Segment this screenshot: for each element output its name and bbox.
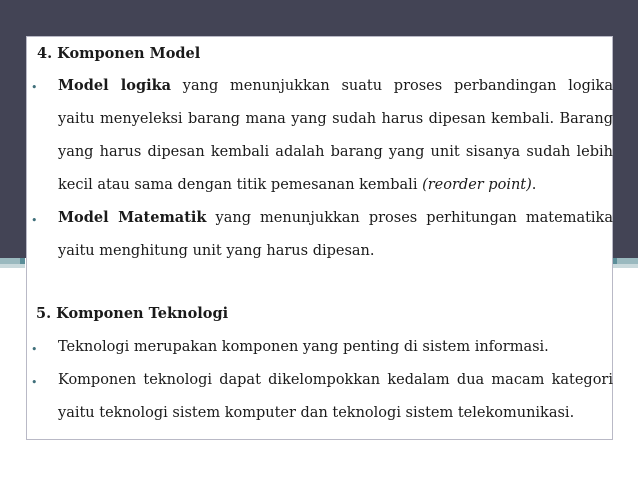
bullet-icon: • bbox=[31, 81, 38, 94]
model-matematik-line-2: yaitu menghitung unit yang harus dipesan. bbox=[58, 243, 375, 259]
reorder-point-term: (reorder point) bbox=[422, 177, 532, 193]
model-matematik-line-1: Model Matematik yang menunjukkan proses perhitungan matematika bbox=[58, 209, 613, 226]
model-logika-line-1: Model logika yang menunjukkan suatu proses perbandingan logika bbox=[58, 77, 613, 94]
bullet-icon: • bbox=[31, 376, 38, 389]
section-5-heading: 5. Komponen Teknologi bbox=[36, 305, 229, 322]
accent-stripe-right-light bbox=[612, 264, 638, 268]
model-matematik-term: Model Matematik bbox=[58, 209, 207, 226]
teknologi-line-1: Teknologi merupakan komponen yang penting di sistem informasi. bbox=[58, 339, 549, 355]
model-logika-line-4: kecil atau sama dengan titik pemesanan kembali (reorder point). bbox=[58, 177, 537, 193]
komponen-teknologi-line-1: Komponen teknologi dapat dikelompokkan kedalam dua macam kategori bbox=[58, 372, 613, 388]
model-logika-term: Model logika bbox=[58, 77, 172, 94]
bullet-icon: • bbox=[31, 214, 38, 227]
accent-stripe-left-light bbox=[0, 264, 25, 268]
model-logika-line-3: yang harus dipesan kembali adalah barang yang unit sisanya sudah lebih bbox=[58, 144, 613, 160]
bullet-icon: • bbox=[31, 343, 38, 356]
model-logika-line-2: yaitu menyeleksi barang mana yang sudah harus dipesan kembali. Barang bbox=[58, 111, 613, 127]
section-4-heading: 4. Komponen Model bbox=[37, 45, 201, 62]
komponen-teknologi-line-2: yaitu teknologi sistem komputer dan teknologi sistem telekomunikasi. bbox=[58, 405, 575, 421]
content-box bbox=[26, 36, 613, 440]
